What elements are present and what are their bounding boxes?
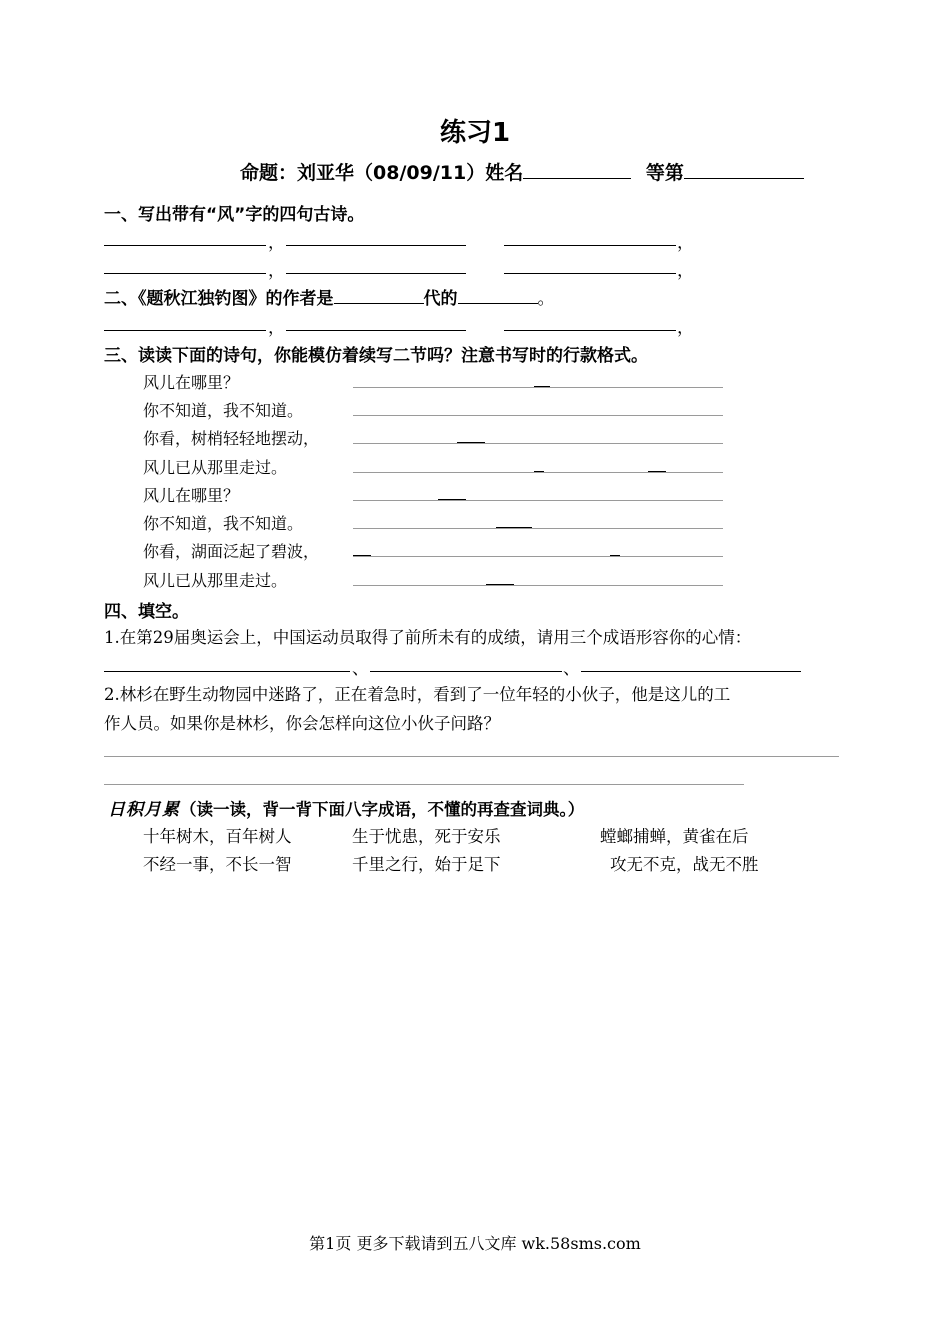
poem-blank[interactable] — [104, 330, 266, 331]
poem-line: 风儿已从那里走过。 — [143, 571, 288, 590]
q4-item2-line2: 作人员。如果你是林杉，你会怎样向这位小伙子问路？ — [104, 714, 500, 733]
page-title: 练习1 — [439, 118, 511, 148]
poem-line: 你不知道，我不知道。 — [143, 514, 304, 533]
poem-line: 你看，树梢轻轻地摆动， — [143, 429, 320, 448]
line-mark — [534, 386, 550, 387]
poem-blank[interactable] — [286, 245, 466, 246]
idiom: 十年树木，百年树人 — [143, 827, 292, 846]
poem-blank[interactable] — [286, 330, 466, 331]
grade-blank[interactable] — [684, 160, 804, 179]
line-mark — [496, 527, 532, 528]
q2-end: 。 — [537, 289, 555, 309]
line-mark — [486, 584, 514, 585]
idiom: 不经一事，不长一智 — [143, 855, 292, 874]
comma: ， — [268, 318, 285, 338]
dynasty-blank[interactable] — [458, 285, 538, 304]
comma: ， — [268, 261, 285, 281]
writing-line[interactable] — [353, 415, 723, 416]
poem-blank[interactable] — [504, 273, 676, 274]
line-mark — [457, 442, 485, 443]
writing-line[interactable] — [353, 585, 723, 586]
answer-line[interactable] — [104, 784, 744, 785]
grade-label: 等第 — [645, 162, 684, 184]
idiom: 攻无不克，战无不胜 — [610, 855, 759, 874]
idiom: 千里之行，始于足下 — [352, 855, 501, 874]
q2-question — [104, 284, 555, 309]
q4-item1: 1.在第29届奥运会上，中国运动员取得了前所未有的成绩，请用三个成语形容你的心情： — [104, 628, 752, 647]
writing-line[interactable] — [353, 556, 723, 557]
q1-heading: 一、写出带有“风”字的四句古诗。 — [104, 205, 365, 225]
q2-middle: 代的 — [423, 289, 458, 309]
q3-heading: 三、读读下面的诗句，你能模仿着续写二节吗？注意书写时的行款格式。 — [104, 346, 648, 366]
writing-line[interactable] — [353, 500, 723, 501]
subtitle — [240, 158, 804, 185]
comma: ， — [677, 233, 694, 253]
line-mark — [648, 471, 666, 472]
q4-item2-line1: 2.林杉在野生动物园中迷路了，正在着急时，看到了一位年轻的小伙子，他是这儿的工 — [104, 685, 731, 704]
answer-line[interactable] — [104, 756, 839, 757]
writing-line[interactable] — [353, 443, 723, 444]
poem-blank[interactable] — [504, 330, 676, 331]
comma: ， — [677, 261, 694, 281]
dun-mark: 、 — [563, 659, 580, 679]
idiom-blank[interactable] — [104, 671, 350, 672]
poem-blank[interactable] — [504, 245, 676, 246]
idiom-blank[interactable] — [581, 671, 801, 672]
poem-line: 风儿在哪里？ — [143, 486, 240, 505]
name-blank[interactable] — [523, 160, 631, 179]
poem-blank[interactable] — [104, 245, 266, 246]
writing-line[interactable] — [353, 528, 723, 529]
line-mark — [438, 499, 466, 500]
poem-line: 风儿已从那里走过。 — [143, 458, 288, 477]
line-mark — [534, 471, 544, 472]
accumulate-badge: 日积月累 — [108, 800, 180, 820]
idiom: 螳螂捕蝉，黄雀在后 — [600, 827, 749, 846]
line-mark — [353, 555, 371, 556]
line-mark — [610, 555, 620, 556]
poem-blank[interactable] — [286, 273, 466, 274]
poem-line: 风儿在哪里？ — [143, 373, 240, 392]
q2-prefix: 二、《题秋江独钓图》的作者是 — [104, 289, 334, 309]
idiom-blank[interactable] — [370, 671, 562, 672]
accumulate-instruction: （读一读，背一背下面八字成语，不懂的再查查词典。） — [180, 800, 585, 819]
idiom: 生于忧患，死于安乐 — [352, 827, 501, 846]
dun-mark: 、 — [352, 659, 369, 679]
author-blank[interactable] — [334, 285, 424, 304]
q4-heading: 四、填空。 — [104, 602, 189, 622]
writing-line[interactable] — [353, 387, 723, 388]
poem-line: 你不知道，我不知道。 — [143, 401, 304, 420]
footer: 第1页 更多下载请到五八文库 wk.58sms.com — [309, 1234, 641, 1253]
author-label: 命题：刘亚华（08/09/11）姓名 — [240, 162, 524, 184]
writing-line[interactable] — [353, 472, 723, 473]
comma: ， — [677, 318, 694, 338]
accumulate-heading — [108, 795, 584, 820]
poem-blank[interactable] — [104, 273, 266, 274]
comma: ， — [268, 233, 285, 253]
poem-line: 你看，湖面泛起了碧波， — [143, 542, 320, 561]
